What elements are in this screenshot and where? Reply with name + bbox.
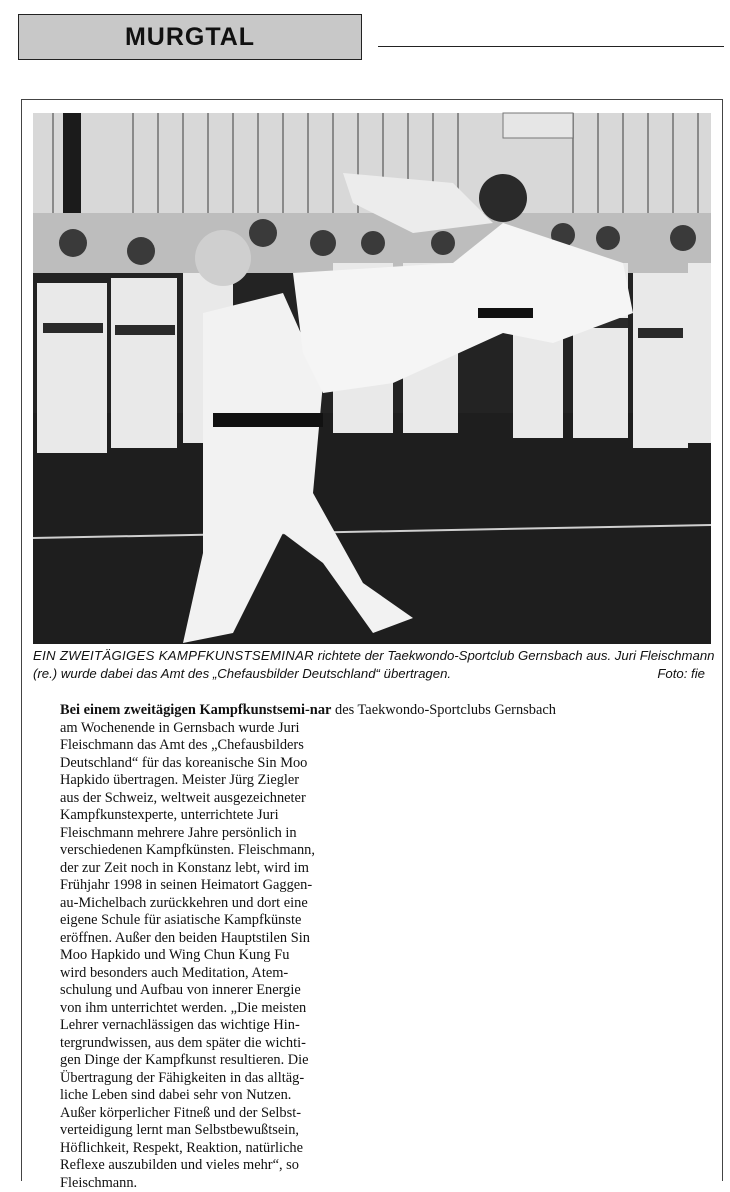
article-line: Fleischmann das Amt des „Chefausbilders bbox=[60, 737, 360, 755]
article-line: der zur Zeit noch in Konstanz lebt, wird im bbox=[60, 860, 360, 878]
article-line: Fleischmann. bbox=[60, 1175, 360, 1192]
article-line: Deutschland“ für das koreanische Sin Moo bbox=[60, 755, 360, 773]
section-header bbox=[18, 14, 362, 60]
article-line: Bei einem zweitägigen Kampfkunstsemi-nar des Taekwondo-Sportclubs Gernsbach bbox=[60, 702, 360, 720]
article-line: verteidigung lernt man Selbstbewußtsein, bbox=[60, 1122, 360, 1140]
caption-lead: EIN ZWEITÄGIGES KAMPFKUNSTSEMINAR bbox=[33, 648, 314, 663]
article-line: von ihm unterrichtet werden. „Die meisten bbox=[60, 1000, 360, 1018]
photo-credit: Foto: fie bbox=[657, 665, 705, 683]
header-rule bbox=[378, 46, 724, 47]
article-line: wird besonders auch Meditation, Atem- bbox=[60, 965, 360, 983]
article-photo bbox=[33, 113, 711, 644]
article-line: eigene Schule für asiatische Kampfkünste bbox=[60, 912, 360, 930]
article-line: schulung und Aufbau von innerer Energie bbox=[60, 982, 360, 1000]
article-line: Frühjahr 1998 in seinen Heimatort Gaggen- bbox=[60, 877, 360, 895]
article-line: verschiedenen Kampfkünsten. Fleischmann, bbox=[60, 842, 360, 860]
article-line: Übertragung der Fähigkeiten in das alltäg- bbox=[60, 1070, 360, 1088]
section-title: MURGTAL bbox=[19, 15, 361, 59]
article-line: gen Dinge der Kampfkunst resultieren. Die bbox=[60, 1052, 360, 1070]
article-line: Höflichkeit, Respekt, Reaktion, natürliche bbox=[60, 1140, 360, 1158]
article-line: Fleischmann mehrere Jahre persönlich in bbox=[60, 825, 360, 843]
article-line: liche Leben sind dabei sehr von Nutzen. bbox=[60, 1087, 360, 1105]
article-line: aus der Schweiz, weltweit ausgezeichneter bbox=[60, 790, 360, 808]
article-line: am Wochenende in Gernsbach wurde Juri bbox=[60, 720, 360, 738]
article-lead: Bei einem zweitägigen Kampfkunstsemi-nar bbox=[60, 702, 331, 718]
article-line: eröffnen. Außer den beiden Hauptstilen Sin bbox=[60, 930, 360, 948]
article-line: au-Michelbach zurückkehren und dort eine bbox=[60, 895, 360, 913]
caption-text: richtete der Taekwondo-Sportclub Gernsbach aus. Juri Fleischmann (re.) wurde dabei das Amt des „Chefausbilder Deutschland“ übertragen. bbox=[33, 648, 714, 681]
article-line: Außer körperlicher Fitneß und der Selbst- bbox=[60, 1105, 360, 1123]
photo-caption bbox=[33, 647, 723, 683]
article-line: Moo Hapkido und Wing Chun Kung Fu bbox=[60, 947, 360, 965]
article-line: tergrundwissen, aus dem später die wichti- bbox=[60, 1035, 360, 1053]
article-line: Reflexe auszubilden und vieles mehr“, so bbox=[60, 1157, 360, 1175]
article-line: Lehrer vernachlässigen das wichtige Hin- bbox=[60, 1017, 360, 1035]
article-line: Hapkido übertragen. Meister Jürg Ziegler bbox=[60, 772, 360, 790]
article-line: Kampfkunstexperte, unterrichtete Juri bbox=[60, 807, 360, 825]
photo-icon bbox=[33, 113, 711, 644]
article-body bbox=[60, 702, 360, 1192]
